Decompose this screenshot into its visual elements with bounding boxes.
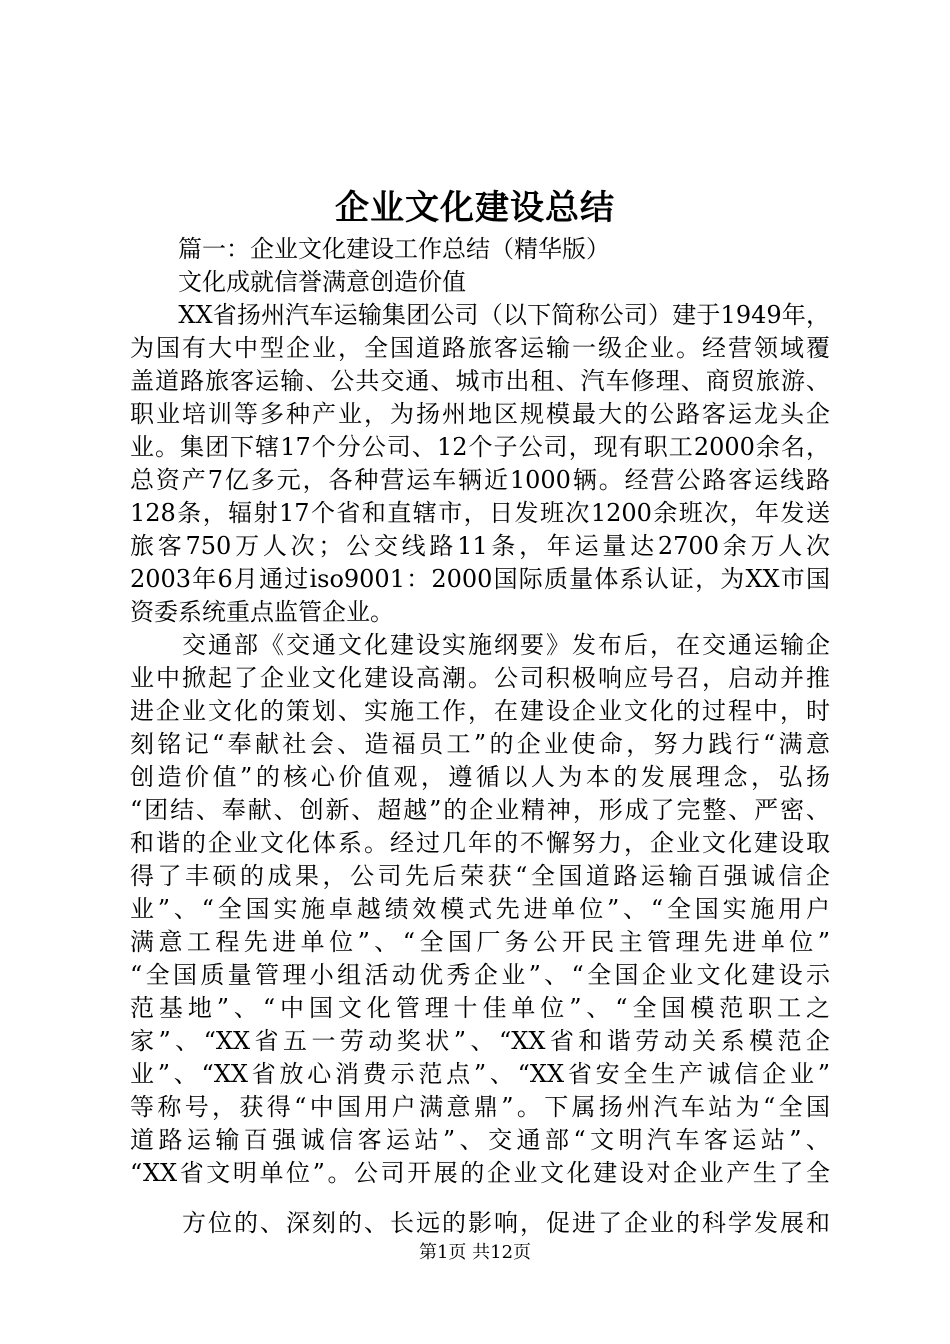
paragraph-line: 家”、“XX省五一劳动奖状”、“XX省和谐劳动关系模范企 (130, 1027, 830, 1055)
paragraph-line: 业”、“全国实施卓越绩效模式先进单位”、“全国实施用户 (130, 895, 830, 923)
paragraph-line: 满意工程先进单位”、“全国厂务公开民主管理先进单位” (130, 928, 830, 956)
paragraph-line: “团结、奉献、创新、超越”的企业精神，形成了完整、严密、 (130, 796, 830, 824)
paragraph-line: 为国有大中型企业，全国道路旅客运输一级企业。经营领域覆 (130, 334, 830, 362)
paragraph-line: 文化成就信誉满意创造价值 (130, 268, 466, 296)
paragraph-line: 篇一：企业文化建设工作总结（精华版） (130, 235, 610, 263)
paragraph-line: 范基地”、“中国文化管理十佳单位”、“全国模范职工之 (130, 994, 830, 1022)
continuation-line: 方位的、深刻的、长远的影响，促进了企业的科学发展和 (130, 1209, 830, 1237)
page-footer: 第1页 共12页 (418, 1242, 532, 1263)
paragraph-line: 资委系统重点监管企业。 (130, 598, 394, 626)
paragraph-line: “XX省文明单位”。公司开展的企业文化建设对企业产生了全 (130, 1159, 830, 1187)
paragraph-line: 业。集团下辖17个分公司、12个子公司，现有职工2000余名， (130, 433, 830, 461)
paragraph-line: 128条，辐射17个省和直辖市，日发班次1200余班次，年发送 (130, 499, 830, 527)
paragraph-line: 创造价值”的核心价值观，遵循以人为本的发展理念，弘扬 (130, 763, 830, 791)
paragraph-line: XX省扬州汽车运输集团公司（以下简称公司）建于1949年， (130, 301, 830, 329)
paragraph-line: 总资产7亿多元，各种营运车辆近1000辆。经营公路客运线路 (130, 466, 830, 494)
paragraph-line: 旅客750万人次；公交线路11条，年运量达2700余万人次 (130, 532, 830, 560)
paragraph-line: “全国质量管理小组活动优秀企业”、“全国企业文化建设示 (130, 961, 830, 989)
paragraph-line: 业”、“XX省放心消费示范点”、“XX省安全生产诚信企业” (130, 1060, 830, 1088)
paragraph-line: 和谐的企业文化体系。经过几年的不懈努力，企业文化建设取 (130, 829, 830, 857)
paragraph-line: 道路运输百强诚信客运站”、交通部“文明汽车客运站”、 (130, 1126, 830, 1154)
paragraph-line: 业中掀起了企业文化建设高潮。公司积极响应号召，启动并推 (130, 664, 830, 692)
paragraph-line: 得了丰硕的成果，公司先后荣获“全国道路运输百强诚信企 (130, 862, 830, 890)
paragraph-line: 职业培训等多种产业，为扬州地区规模最大的公路客运龙头企 (130, 400, 830, 428)
paragraph-line: 进企业文化的策划、实施工作，在建设企业文化的过程中，时 (130, 697, 830, 725)
paragraph-line: 盖道路旅客运输、公共交通、城市出租、汽车修理、商贸旅游、 (130, 367, 830, 395)
paragraph-line: 交通部《交通文化建设实施纲要》发布后，在交通运输企 (130, 631, 830, 659)
paragraph-line: 等称号，获得“中国用户满意鼎”。下属扬州汽车站为“全国 (130, 1093, 830, 1121)
paragraph-line: 刻铭记“奉献社会、造福员工”的企业使命，努力践行“满意 (130, 730, 830, 758)
document-title: 企业文化建设总结 (335, 188, 615, 228)
paragraph-line: 2003年6月通过iso9001：2000国际质量体系认证，为XX市国 (130, 565, 830, 593)
